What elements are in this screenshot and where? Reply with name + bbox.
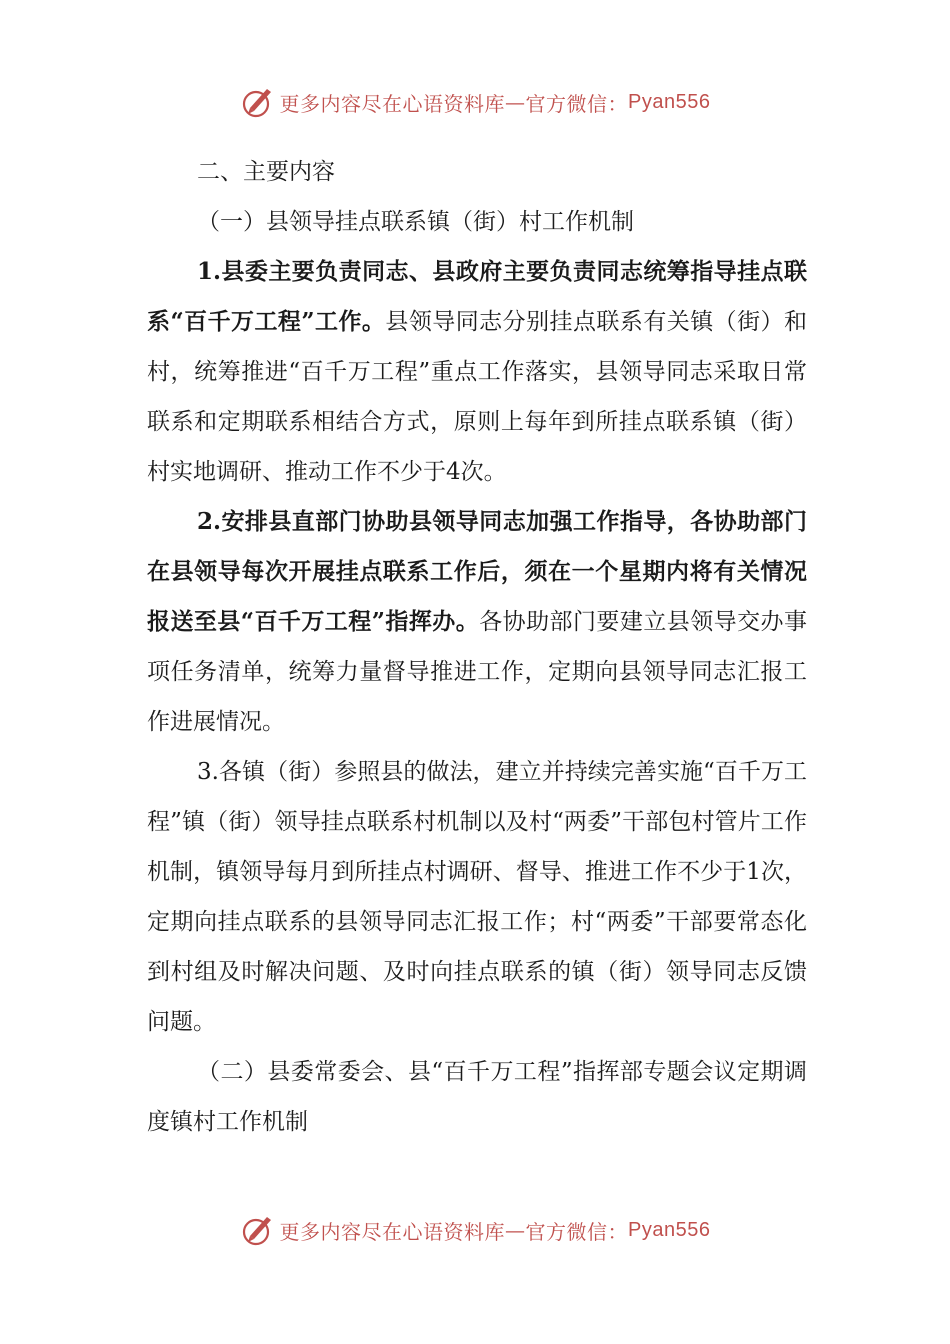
section-heading-1: （一）县领导挂点联系镇（街）村工作机制 — [197, 209, 634, 235]
watermark-wechat-id: Pyan556 — [628, 90, 711, 113]
document-body — [147, 147, 807, 1147]
watermark-wechat-id: Pyan556 — [628, 1218, 711, 1241]
watermark-footer — [0, 1210, 950, 1250]
watermark-wechat-label: 官方微信： — [525, 91, 629, 116]
section-heading-main: 二、主要内容 — [197, 159, 335, 185]
item-1-text: 县领导同志分别挂点联系有关镇（街）和村，统筹推进“百千万工程”重点工作落实，县领导同志采取日常联系和定期联系相结合方式，原则上每年到所挂点联系镇（街）村实地调研、推动工作不少于4次。 — [147, 309, 807, 485]
watermark-site: 更多内容尽在心语资料库 — [279, 1219, 506, 1244]
watermark-dash: — — [505, 90, 526, 114]
item-2-bold-lead: 2.安排县直部门协助县领导同志加强工作指导，各协助部门在县领导每次开展挂点联系工作后，须在一个星期内将有关情况报送至县“百千万工程”指挥办。 — [147, 508, 807, 635]
paragraph-item-1 — [147, 247, 807, 497]
item-2-text: 各协助部门要建立县领导交办事项任务清单，统筹力量督导推进工作，定期向县领导同志汇报工作进展情况。 — [147, 609, 808, 735]
watermark-header — [0, 82, 950, 122]
watermark-site: 更多内容尽在心语资料库 — [279, 91, 506, 116]
paragraph-item-3: 3.各镇（街）参照县的做法，建立并持续完善实施“百千万工程”镇（街）领导挂点联系村机制以及村“两委”干部包村管片工作机制，镇领导每月到所挂点村调研、督导、推进工作不少于1次，定期向挂点联系的县领导同志汇报工作；村“两委”干部要常态化到村组及时解决问题、及时向挂点联系的镇（街）领导同志反馈问题。 — [147, 759, 807, 1035]
pen-logo-icon — [240, 1212, 276, 1248]
paragraph-item-2 — [147, 497, 807, 747]
watermark-dash: — — [505, 1218, 526, 1242]
item-1-bold-lead: 1.县委主要负责同志、县政府主要负责同志统筹指导挂点联系“百千万工程”工作。 — [147, 258, 807, 335]
watermark-wechat-label: 官方微信： — [525, 1219, 629, 1244]
section-heading-2: （二）县委常委会、县“百千万工程”指挥部专题会议定期调度镇村工作机制 — [147, 1059, 807, 1135]
pen-logo-icon — [240, 84, 276, 120]
